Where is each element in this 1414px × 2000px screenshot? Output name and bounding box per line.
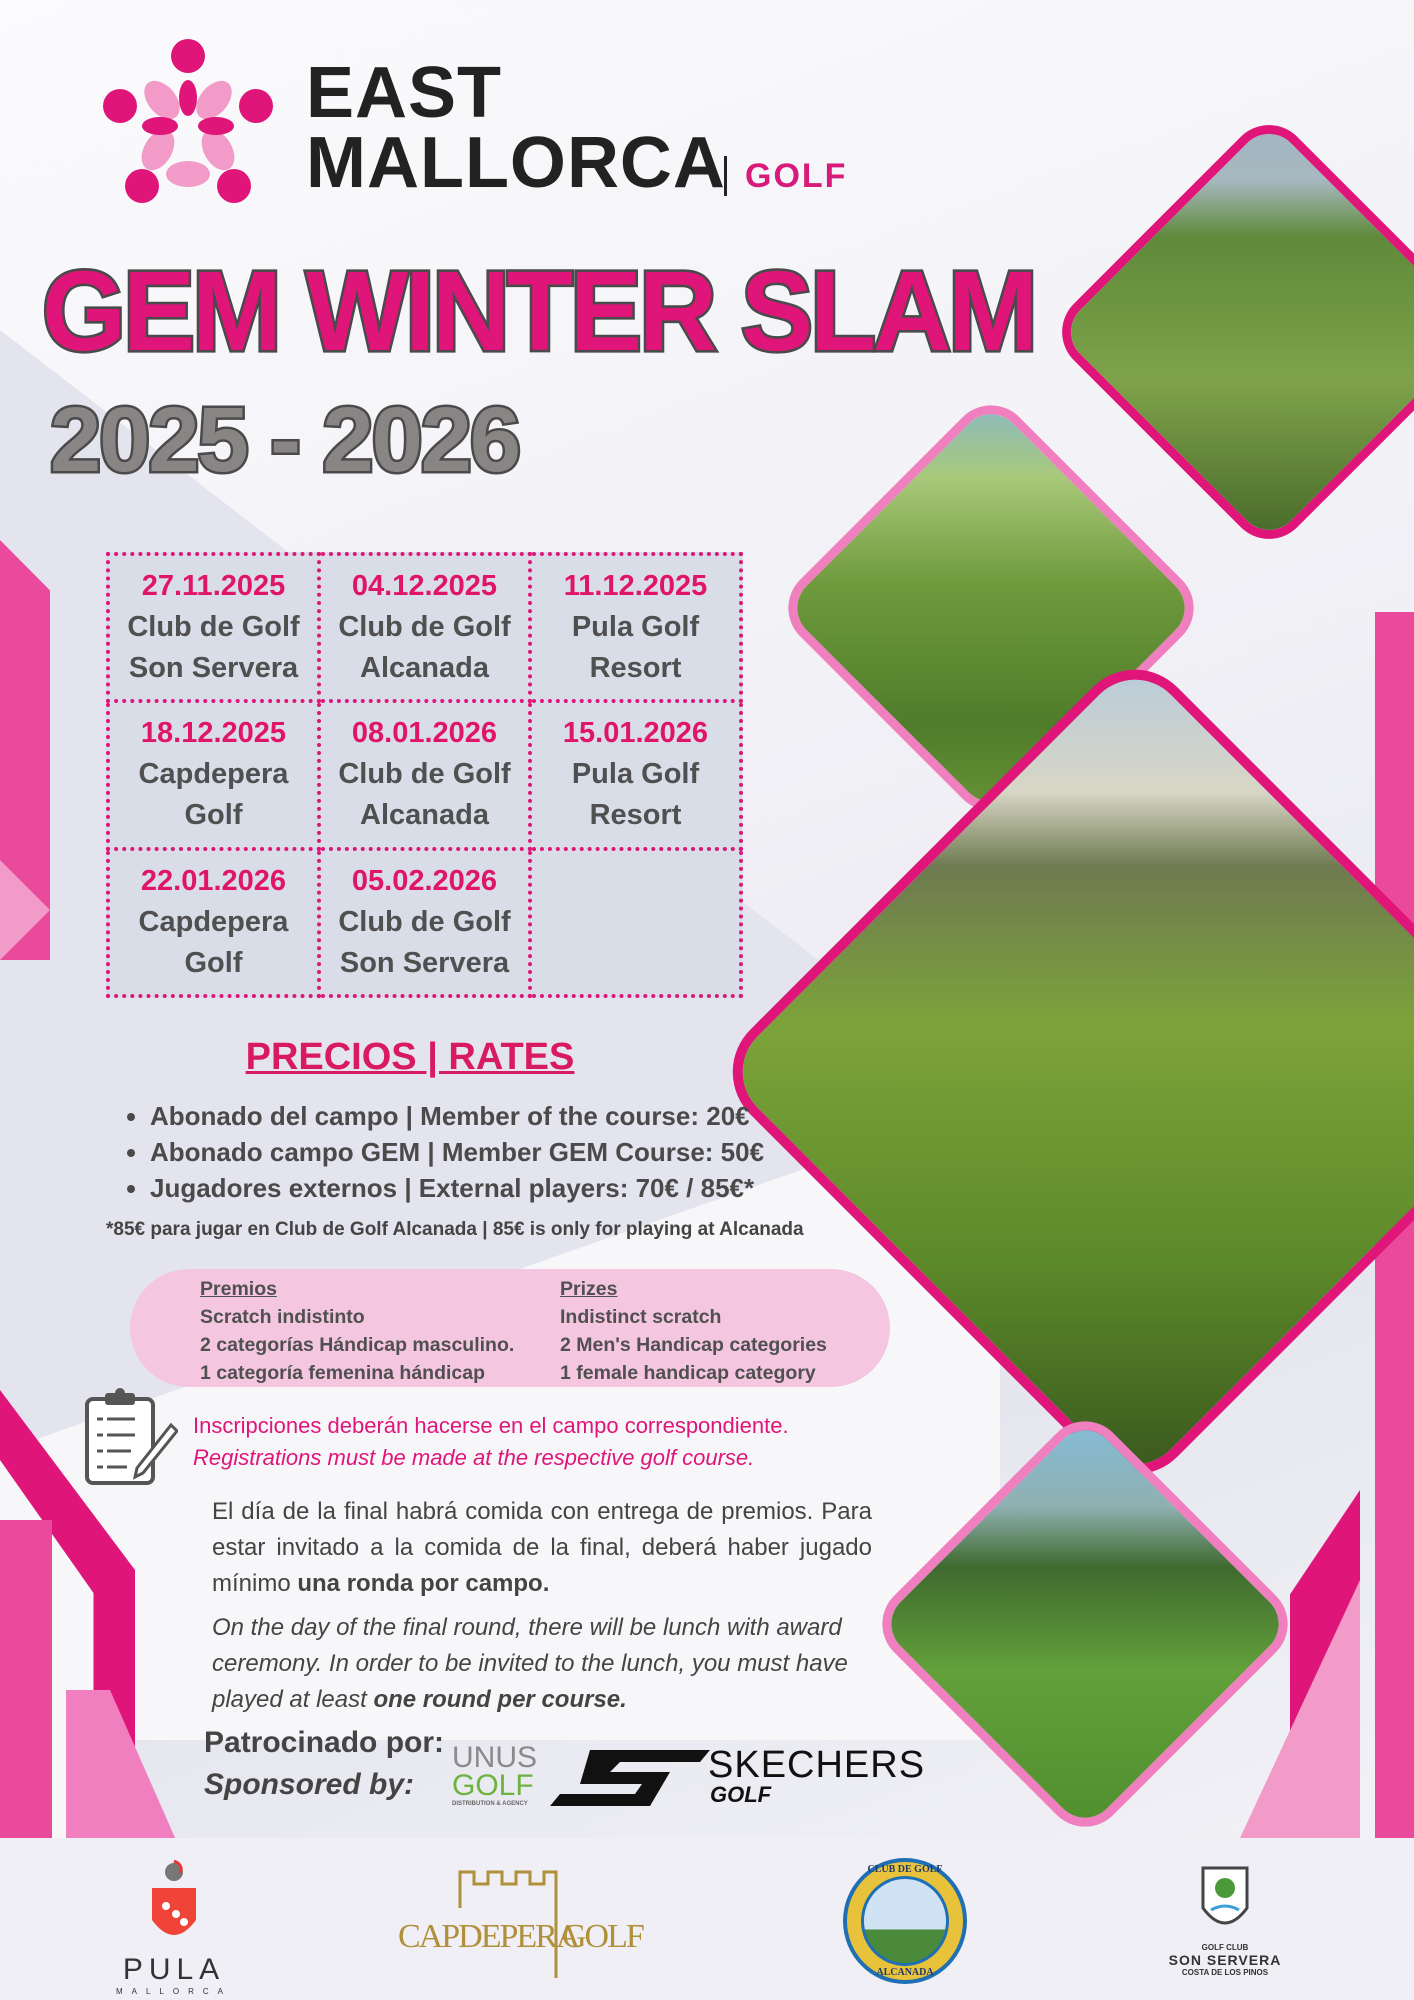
schedule-cell — [108, 701, 319, 848]
sponsors-label-en: Sponsored by: — [204, 1768, 415, 1801]
rate-item: • Abonado campo GEM | Member GEM Course: 50€ — [150, 1134, 764, 1170]
rate-item: • Abonado del campo | Member of the course: 20€ — [150, 1098, 764, 1134]
venue: Capdepera — [138, 905, 289, 938]
brand-line2: MALLORCA — [306, 123, 726, 203]
table-row — [108, 701, 741, 848]
season-years: 2025 - 2026 — [50, 389, 520, 491]
son-servera-l3: COSTA DE LOS PINOS — [1181, 1968, 1269, 1977]
registration-en: Registrations must be made at the respective golf course. — [193, 1445, 755, 1470]
venue: Golf — [184, 799, 243, 832]
pula-name: PULA — [122, 1953, 226, 1986]
prizes-heading-es: Premios — [200, 1278, 277, 1300]
brand-name — [306, 53, 848, 203]
schedule-cell — [108, 849, 319, 996]
alcanada-logo — [843, 1858, 967, 1984]
venue: Pula Golf — [571, 611, 700, 644]
capdepera-golf-logo — [398, 1868, 668, 1978]
venue: Club de Golf — [338, 611, 511, 644]
unus-l1: UNUS — [452, 1741, 538, 1774]
alcanada-top: CLUB DE GOLF — [867, 1864, 943, 1875]
date: 04.12.2025 — [351, 570, 498, 603]
pula-crest-icon — [144, 1858, 204, 1948]
sponsors-label — [204, 1722, 444, 1806]
footer-logos — [0, 1838, 1414, 2000]
skechers-s-icon — [550, 1748, 710, 1808]
final-es: El día de la final habrá comida con entrega de premios. Para estar invitado a la comida de la final, deberá haber jugado mínimo — [212, 1498, 872, 1597]
capdepera-text: CAPDEPERA — [398, 1918, 579, 1955]
date: 05.02.2026 — [351, 864, 498, 897]
venue: Son Servera — [128, 652, 299, 685]
date: 15.01.2026 — [562, 717, 709, 750]
schedule-cell — [319, 554, 530, 701]
venue: Pula Golf — [571, 758, 700, 791]
final-text-en — [212, 1610, 872, 1718]
date: 27.11.2025 — [141, 570, 286, 603]
final-text-es — [212, 1494, 872, 1602]
schedule-table — [106, 552, 743, 998]
venue: Capdepera — [138, 758, 289, 791]
venue: Golf — [184, 946, 243, 979]
clipboard-icon — [83, 1387, 178, 1487]
date: 18.12.2025 — [140, 717, 287, 750]
venue: Resort — [589, 652, 682, 685]
venue: Son Servera — [339, 946, 510, 979]
venue: Club de Golf — [338, 905, 511, 938]
son-servera-l2: SON SERVERA — [1168, 1952, 1282, 1968]
schedule-cell-empty — [530, 849, 741, 996]
date: 11.12.2025 — [563, 570, 708, 603]
schedule-cell — [530, 701, 741, 848]
final-en: On the day of the final round, there will be lunch with award ceremony. In order to be invited to the lunch, you must have played at least — [212, 1614, 848, 1713]
decor-stripe — [0, 1520, 52, 1840]
alcanada-bottom: ALCANADA — [876, 1967, 934, 1978]
prize-item: 2 Men's Handicap categories — [560, 1334, 827, 1356]
table-row — [108, 849, 741, 996]
pula-sub: MALLORCA — [115, 1987, 232, 1996]
rates-title: PRECIOS | RATES — [245, 1036, 575, 1078]
schedule-cell — [530, 554, 741, 701]
prizes-box — [130, 1269, 890, 1387]
venue: Alcanada — [360, 652, 489, 685]
course-photo-1 — [1046, 109, 1414, 556]
date: 08.01.2026 — [351, 717, 498, 750]
date: 22.01.2026 — [140, 864, 287, 897]
son-servera-crest-icon — [1195, 1858, 1255, 1938]
schedule-cell — [319, 849, 530, 996]
prize-item: 1 categoría femenina hándicap — [200, 1362, 486, 1384]
registration-note — [193, 1410, 789, 1474]
skechers-text: SKECHERS — [708, 1744, 926, 1786]
pula-logo — [104, 1858, 244, 1996]
capdepera-golf-text: GOLF — [562, 1918, 643, 1955]
rates-list — [116, 1098, 764, 1206]
prize-item: Indistinct scratch — [560, 1306, 722, 1328]
unus-l2: GOLF — [452, 1769, 534, 1802]
brand-sub: GOLF — [724, 156, 847, 196]
table-row — [108, 554, 741, 701]
venue: Club de Golf — [127, 611, 300, 644]
rate-item: • Jugadores externos | External players: 70€ / 85€* — [150, 1170, 764, 1206]
event-title: GEM WINTER SLAM — [42, 246, 1035, 375]
son-servera-logo — [1150, 1858, 1300, 1977]
schedule-cell — [319, 701, 530, 848]
venue: Alcanada — [360, 799, 489, 832]
skechers-golf: GOLF — [710, 1782, 772, 1807]
sponsors-label-es: Patrocinado por: — [204, 1726, 445, 1759]
brand-line1: EAST — [306, 53, 503, 133]
son-servera-l1: GOLF CLUB — [1201, 1943, 1249, 1952]
venue: Club de Golf — [338, 758, 511, 791]
east-mallorca-logo-icon — [100, 38, 276, 208]
prize-item: 1 female handicap category — [560, 1362, 816, 1384]
prize-item: 2 categorías Hándicap masculino. — [200, 1334, 515, 1356]
schedule-cell — [108, 554, 319, 701]
registration-es: Inscripciones deberán hacerse en el campo correspondiente. — [193, 1413, 789, 1438]
unus-l3: DISTRIBUTION & AGENCY — [452, 1801, 528, 1807]
final-en-bold: one round per course. — [373, 1686, 627, 1713]
venue: Resort — [589, 799, 682, 832]
rates-note: *85€ para jugar en Club de Golf Alcanada | 85€ is only for playing at Alcanada — [106, 1219, 804, 1240]
final-es-bold: una ronda por campo. — [297, 1570, 550, 1597]
prize-item: Scratch indistinto — [200, 1306, 365, 1328]
unus-golf-logo — [452, 1741, 542, 1808]
prizes-heading-en: Prizes — [560, 1278, 618, 1300]
